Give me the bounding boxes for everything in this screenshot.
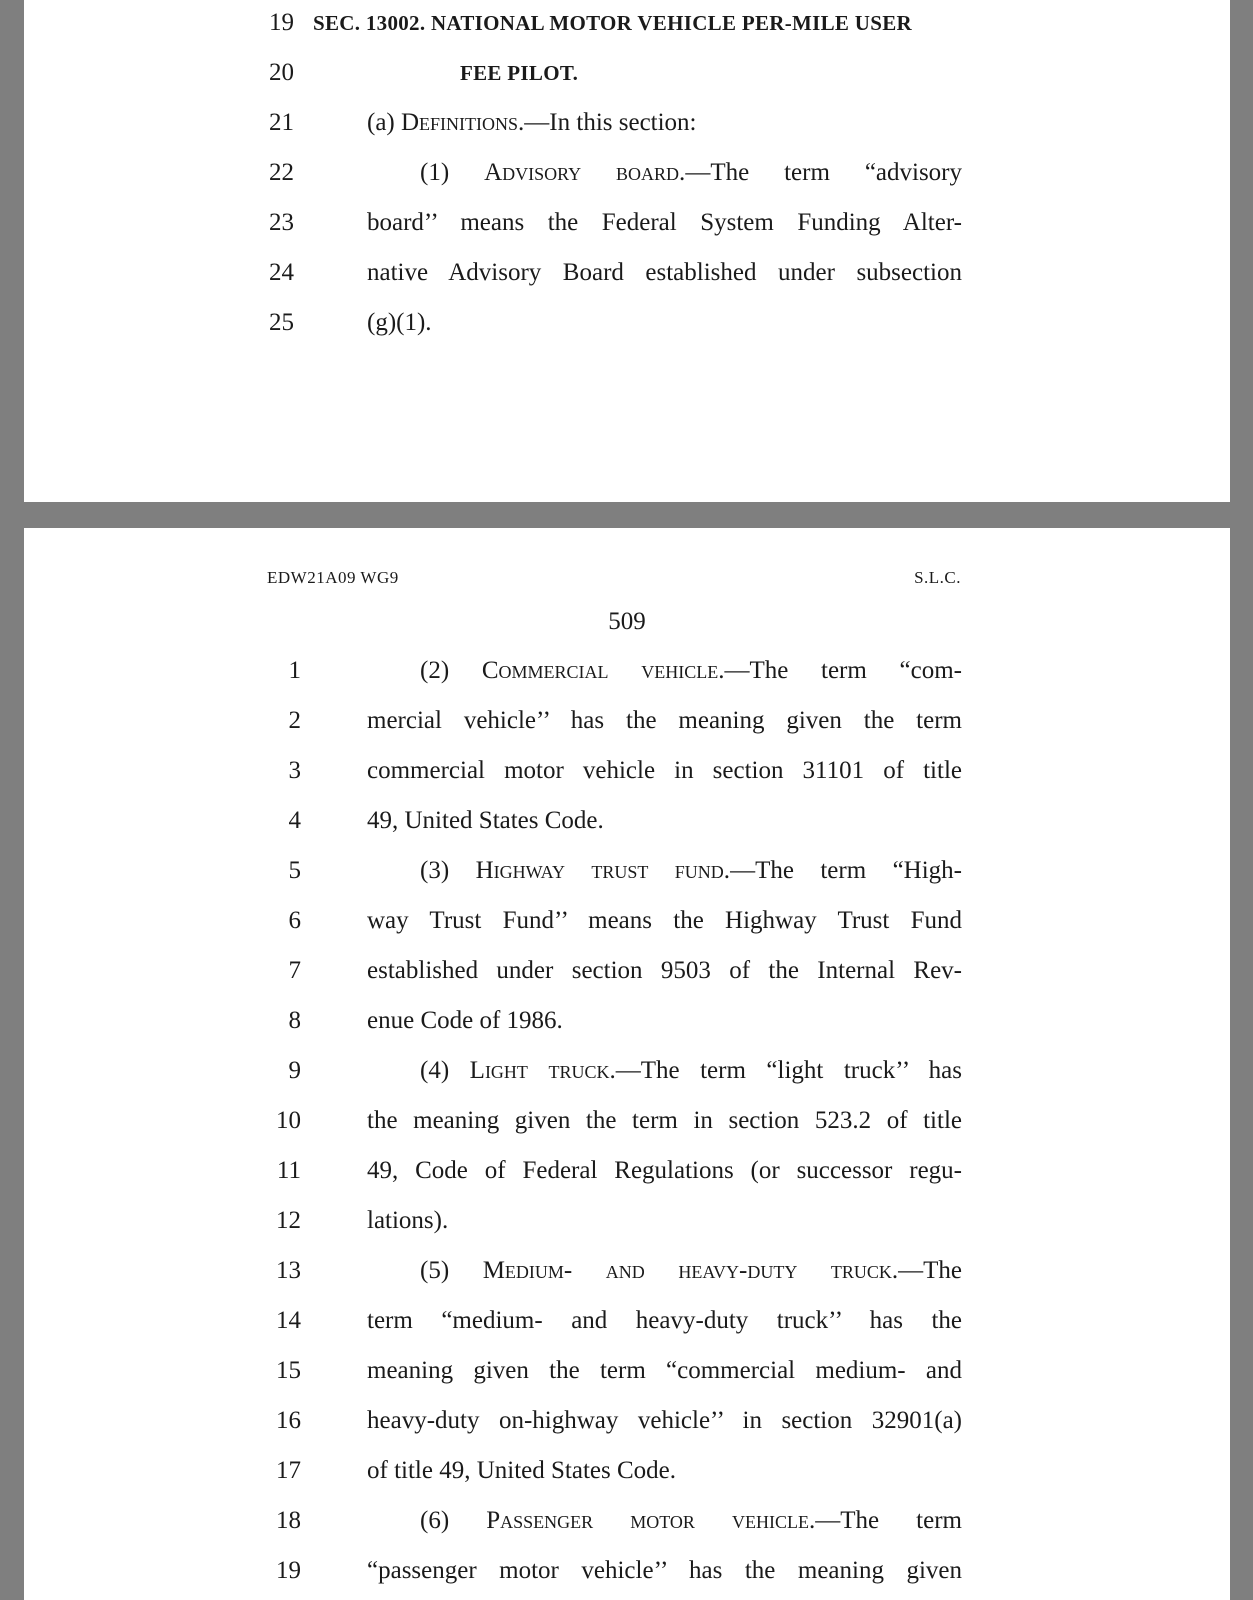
term-caps: Highway trust fund.	[475, 857, 731, 884]
text-line	[24, 956, 1230, 1006]
definition-start: (4) Light truck.—The term “light truck’’ has	[420, 1057, 963, 1084]
text-line	[24, 1456, 1230, 1506]
line-number: 20	[269, 59, 294, 86]
line-number: 4	[288, 807, 301, 834]
line-number: 10	[276, 1107, 301, 1134]
line-number: 13	[276, 1257, 301, 1284]
line-text: “passenger motor vehicle’’ has the meaning given	[367, 1557, 962, 1584]
text-line	[24, 258, 1230, 308]
definition-start: (5) Medium- and heavy-duty truck.—The	[420, 1257, 962, 1284]
line-number: 14	[276, 1307, 301, 1334]
line-number: 17	[276, 1457, 301, 1484]
term-caps: Medium- and heavy-duty truck.	[482, 1257, 899, 1284]
text-line	[24, 756, 1230, 806]
page-number: 509	[608, 608, 646, 635]
line-text: 49, Code of Federal Regulations (or successor regu-	[367, 1157, 962, 1184]
text-line	[24, 706, 1230, 756]
document-page-509	[24, 528, 1230, 1600]
text-line	[24, 1306, 1230, 1356]
slc-header: S.L.C.	[914, 568, 961, 587]
line-text: meaning given the term “commercial medium- and	[367, 1357, 962, 1384]
line-number: 18	[276, 1507, 301, 1534]
line-text: (g)(1).	[367, 309, 432, 336]
line-text: heavy-duty on-highway vehicle’’ in section 32901(a)	[367, 1407, 962, 1434]
text-line	[24, 1106, 1230, 1156]
text-line	[24, 8, 1230, 58]
line-number: 2	[288, 707, 301, 734]
line-number: 6	[288, 907, 301, 934]
line-number: 23	[269, 209, 294, 236]
text-line	[24, 58, 1230, 108]
line-text: board’’ means the Federal System Funding Alter-	[367, 209, 962, 236]
term-caps: Definitions.	[401, 109, 525, 136]
definition-start: (1) Advisory board.—The term “advisory	[420, 159, 963, 186]
line-text: way Trust Fund’’ means the Highway Trust Fund	[367, 907, 962, 934]
line-text: the meaning given the term in section 523.2 of title	[367, 1107, 962, 1134]
text-line	[24, 1406, 1230, 1456]
text-line	[24, 208, 1230, 258]
line-number: 21	[269, 109, 294, 136]
line-number: 24	[269, 259, 294, 286]
line-number: 5	[288, 857, 301, 884]
term-caps: Commercial vehicle.	[481, 657, 725, 684]
text-line	[24, 1356, 1230, 1406]
text-line	[24, 1156, 1230, 1206]
text-line	[24, 806, 1230, 856]
line-text: established under section 9503 of the Internal Rev-	[367, 957, 962, 984]
text-line	[24, 1206, 1230, 1256]
text-line	[24, 1556, 1230, 1600]
section-heading: SEC. 13002. NATIONAL MOTOR VEHICLE PER-MILE USER	[313, 11, 912, 35]
line-number: 9	[288, 1057, 301, 1084]
text-line	[24, 308, 1230, 358]
line-text: commercial motor vehicle in section 31101 of title	[367, 757, 962, 784]
line-text: 49, United States Code.	[367, 807, 604, 834]
line-text: term “medium- and heavy-duty truck’’ has the	[367, 1307, 962, 1334]
text-line	[24, 856, 1230, 906]
line-number: 1	[288, 657, 301, 684]
text-line	[24, 1256, 1230, 1306]
line-text: mercial vehicle’’ has the meaning given the term	[367, 707, 962, 734]
term-caps: Passenger motor vehicle.	[486, 1507, 816, 1534]
line-number: 11	[276, 1157, 301, 1184]
text-line	[24, 906, 1230, 956]
line-number: 22	[269, 159, 294, 186]
line-text: native Advisory Board established under subsection	[367, 259, 962, 286]
line-number: 7	[288, 957, 301, 984]
term-caps: Light truck.	[469, 1057, 616, 1084]
line-text: enue Code of 1986.	[367, 1007, 563, 1034]
definition-start: (2) Commercial vehicle.—The term “com-	[420, 657, 962, 684]
line-number: 8	[288, 1007, 301, 1034]
document-id-header: EDW21A09 WG9	[267, 568, 399, 587]
section-heading-continued: FEE PILOT.	[460, 61, 579, 85]
term-caps: Advisory board.	[484, 159, 686, 186]
line-text: lations).	[367, 1207, 449, 1234]
line-number: 16	[276, 1407, 301, 1434]
text-line	[24, 108, 1230, 158]
definition-start: (3) Highway trust fund.—The term “High-	[420, 857, 962, 884]
line-number: 12	[276, 1207, 301, 1234]
definition-start: (6) Passenger motor vehicle.—The term	[420, 1507, 962, 1534]
line-number: 15	[276, 1357, 301, 1384]
line-number: 19	[276, 1557, 301, 1584]
line-number: 25	[269, 309, 294, 336]
text-line	[24, 1506, 1230, 1556]
text-line	[24, 656, 1230, 706]
line-number: 19	[269, 9, 294, 36]
text-line	[24, 1056, 1230, 1106]
line-text: of title 49, United States Code.	[367, 1457, 676, 1484]
subsection-heading: (a) Definitions.—In this section:	[367, 109, 697, 136]
text-line	[24, 158, 1230, 208]
document-page-previous	[24, 0, 1230, 502]
line-number: 3	[288, 757, 301, 784]
text-line	[24, 1006, 1230, 1056]
